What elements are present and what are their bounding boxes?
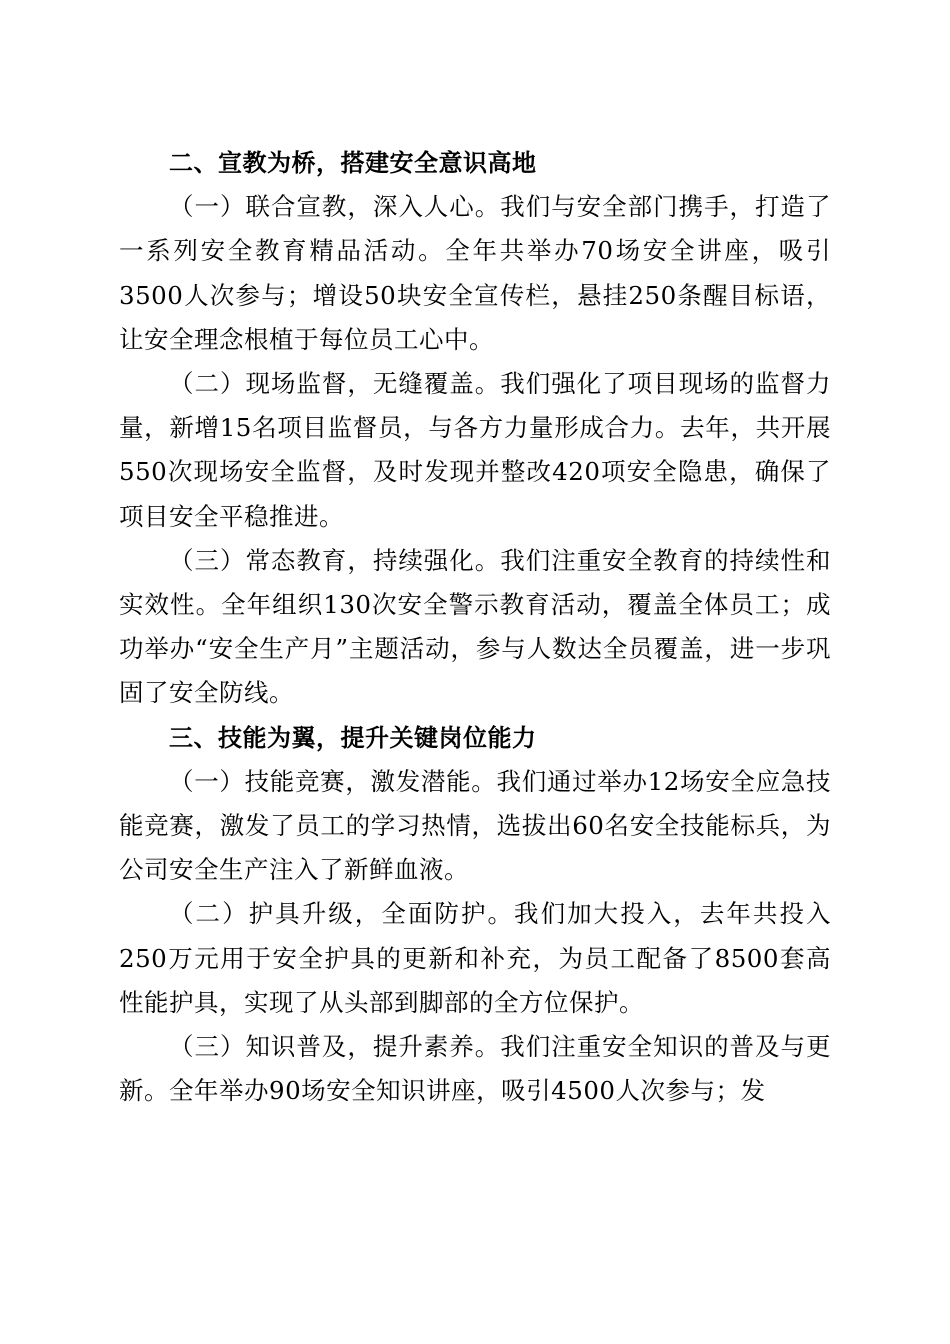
- paragraph-joint-publicity: （一）联合宣教，深入人心。我们与安全部门携手，打造了一系列安全教育精品活动。全年共举办70场安全讲座，吸引3500人次参与；增设50块安全宣传栏，悬挂250条醒目标语，让安全理念根植于每位员工心中。: [119, 192, 831, 354]
- document-body: [119, 141, 831, 1113]
- section-heading-3: 三、技能为翼，提升关键岗位能力: [169, 723, 537, 752]
- paragraph-regular-education: （三）常态教育，持续强化。我们注重安全教育的持续性和实效性。全年组织130次安全警示教育活动，覆盖全体员工；成功举办“安全生产月”主题活动，参与人数达全员覆盖，进一步巩固了安全防线。: [119, 545, 831, 708]
- paragraph-site-supervision: （二）现场监督，无缝覆盖。我们强化了项目现场的监督力量，新增15名项目监督员，与各方力量形成合力。去年，共开展550次现场安全监督，及时发现并整改420项安全隐患，确保了项目安全平稳推进。: [119, 369, 831, 531]
- paragraph-skills-competition: （一）技能竞赛，激发潜能。我们通过举办12场安全应急技能竞赛，激发了员工的学习热情，选拔出60名安全技能标兵，为公司安全生产注入了新鲜血液。: [119, 766, 831, 885]
- section-heading-2: 二、宣教为桥，搭建安全意识高地: [169, 149, 537, 177]
- paragraph-protective-gear: （二）护具升级，全面防护。我们加大投入，去年共投入250万元用于安全护具的更新和补充，为员工配备了8500套高性能护具，实现了从头部到脚部的全方位保护。: [119, 899, 831, 1017]
- paragraph-knowledge-popularization: （三）知识普及，提升素养。我们注重安全知识的普及与更新。全年举办90场安全知识讲座，吸引4500人次参与；发: [119, 1032, 831, 1106]
